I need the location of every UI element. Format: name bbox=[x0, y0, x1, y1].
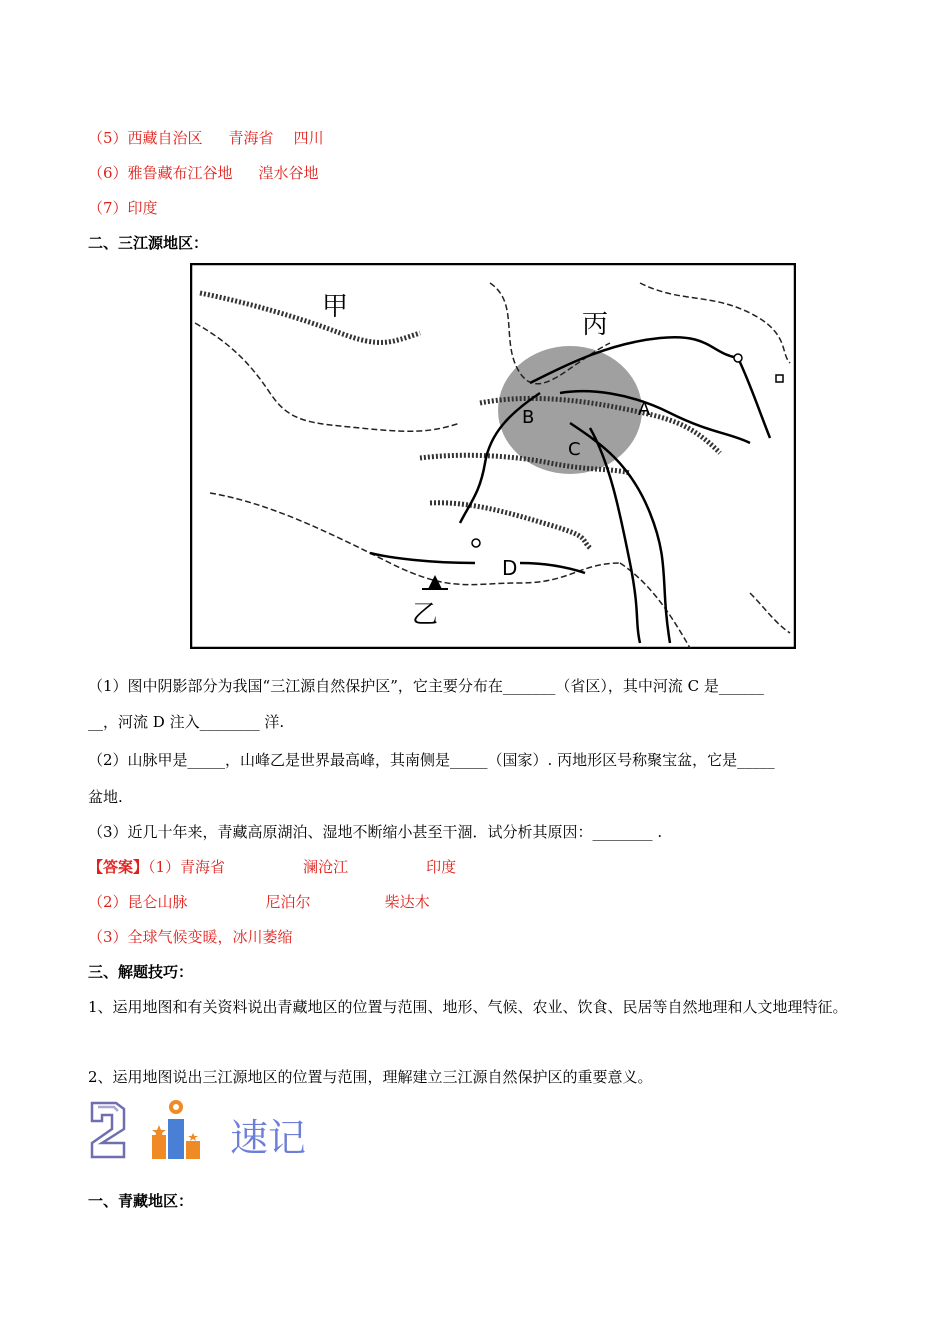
question-1-cont: __，河流 D 注入________ 洋. bbox=[88, 713, 285, 731]
suji-logo bbox=[88, 1095, 318, 1165]
answer-text: 四川 bbox=[293, 129, 324, 147]
podium-icon bbox=[152, 1100, 200, 1159]
answer-text: 尼泊尔 bbox=[265, 893, 311, 911]
sanjiangyuan-map bbox=[190, 263, 796, 649]
answer-2 bbox=[88, 892, 430, 912]
answer-3: （3）全球气候变暖，冰川萎缩 bbox=[88, 928, 293, 946]
answer-text: （5）西藏自治区 bbox=[88, 129, 203, 147]
answer-line-5 bbox=[88, 128, 324, 148]
label-C: C bbox=[568, 439, 581, 460]
answer-text: 柴达木 bbox=[384, 893, 430, 911]
label-yi: 乙 bbox=[412, 600, 439, 630]
section-heading: 二、三江源地区： bbox=[88, 234, 209, 252]
question-2: （2）山脉甲是_____，山峰乙是世界最高峰，其南侧是_____（国家）. 丙地形区号称聚宝盆，它是_____ bbox=[88, 751, 775, 769]
river-mouth-marker bbox=[776, 375, 783, 382]
river-mouth-marker bbox=[734, 354, 742, 362]
question-3: （3）近几十年来，青藏高原湖泊、湿地不断缩小甚至干涸．试分析其原因：________ . bbox=[88, 823, 663, 841]
label-bing: 丙 bbox=[582, 310, 609, 340]
question-1: （1）图中阴影部分为我国“三江源自然保护区”，它主要分布在_______（省区），其中河流 C 是______ bbox=[88, 677, 764, 695]
number-2-icon bbox=[92, 1103, 124, 1157]
answer-text: 湟水谷地 bbox=[258, 164, 319, 182]
label-D: D bbox=[502, 556, 518, 580]
answer-text: 澜沧江 bbox=[303, 858, 349, 876]
answer-1 bbox=[88, 857, 456, 877]
river-mouth-marker bbox=[472, 539, 480, 547]
answer-line-6 bbox=[88, 163, 319, 183]
label-jia: 甲 bbox=[322, 292, 349, 322]
answer-text: 青海省 bbox=[228, 129, 274, 147]
tip-2: 2、运用地图说出三江源地区的位置与范围，理解建立三江源自然保护区的重要意义。 bbox=[88, 1068, 653, 1086]
answer-text: （2）昆仑山脉 bbox=[88, 893, 188, 911]
label-A: A bbox=[638, 399, 651, 420]
logo-text: 速记 bbox=[230, 1116, 307, 1160]
answer-text: （6）雅鲁藏布江谷地 bbox=[88, 164, 233, 182]
answer-line-7 bbox=[88, 198, 158, 218]
answer-text: （7）印度 bbox=[88, 199, 158, 217]
section-heading: 三、解题技巧： bbox=[88, 963, 194, 981]
question-2-cont: 盆地. bbox=[88, 788, 123, 806]
label-B: B bbox=[522, 407, 535, 428]
answer-text: （1）青海省 bbox=[148, 858, 226, 876]
answer-text: 印度 bbox=[426, 858, 457, 876]
answer-tag: 【答案】 bbox=[88, 858, 149, 876]
section-heading: 一、青藏地区： bbox=[88, 1192, 194, 1210]
tip-1: 1、运用地图和有关资料说出青藏地区的位置与范围、地形、气候、农业、饮食、民居等自然地理和人文地理特征。 bbox=[88, 998, 848, 1016]
